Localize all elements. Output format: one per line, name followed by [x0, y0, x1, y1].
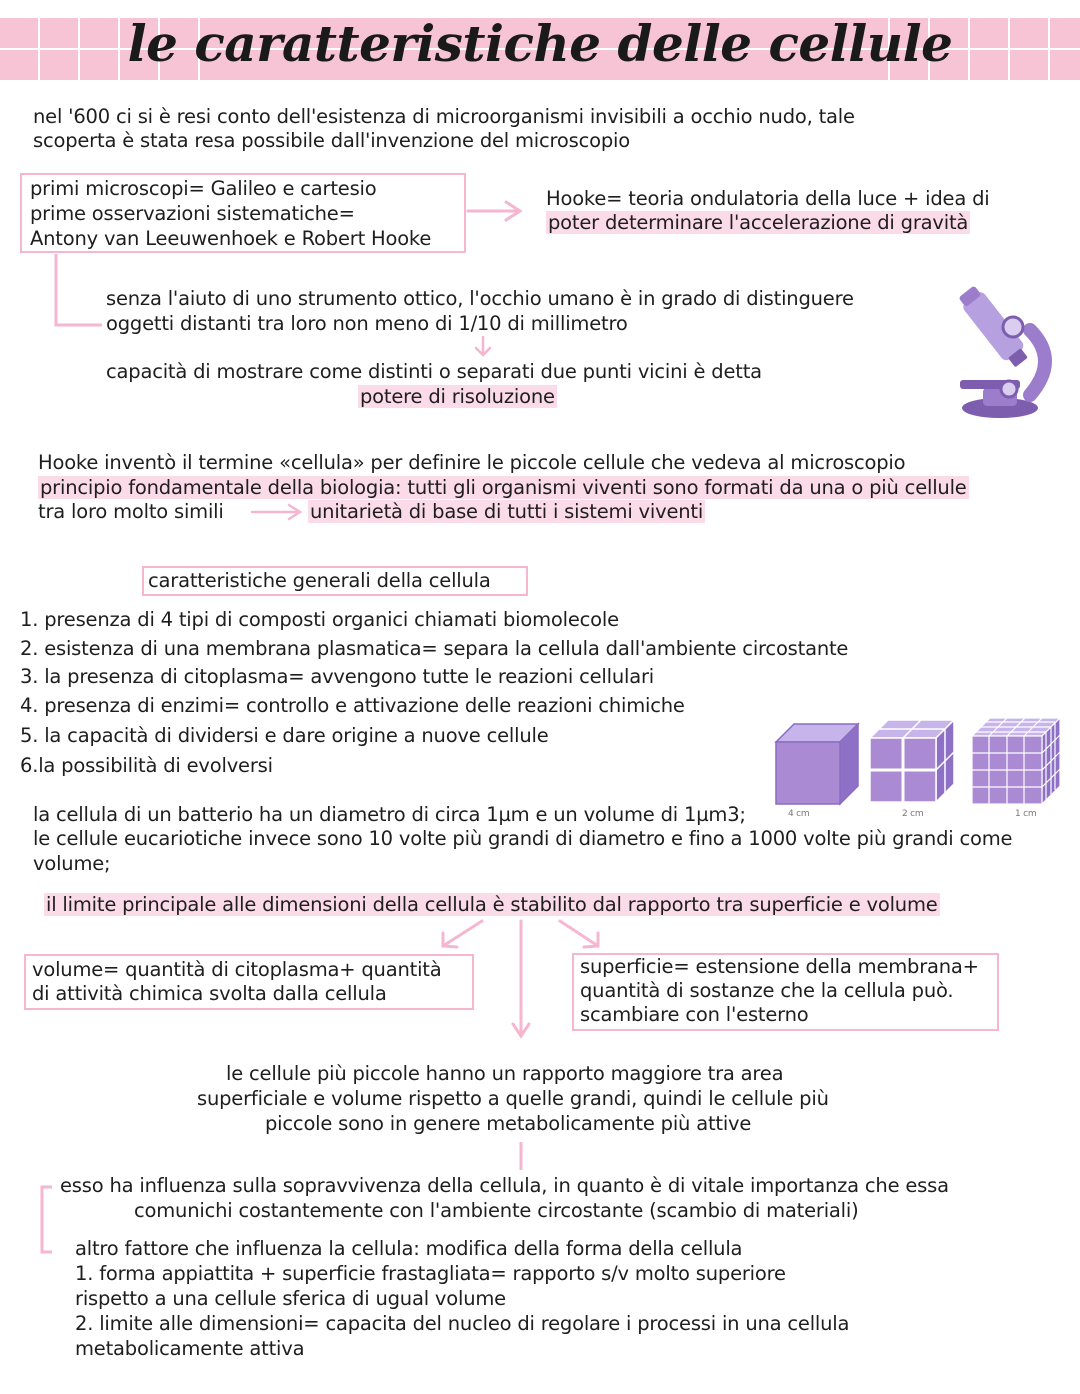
cube-label: 1 cm [1015, 809, 1037, 819]
box-line: primi microscopi= Galileo e cartesio [30, 177, 377, 200]
arrow-left-down-icon [443, 921, 482, 947]
other-line: 1. forma appiattita + superficie frastagliata= rapporto s/v molto superiore [75, 1262, 786, 1285]
cube-label: 4 cm [788, 809, 810, 819]
other-line: rispetto a una cellule sferica di ugual volume [75, 1287, 506, 1310]
intro-line: scoperta è stata resa possibile dall'invenzione del microscopio [33, 129, 631, 152]
volume-line: volume= quantità di citoplasma+ quantità [32, 958, 442, 981]
page-title: le caratteristiche delle cellule [127, 14, 953, 73]
surface-line: quantità di sostanze che la cellula può. [580, 979, 954, 1002]
intro-line: nel '600 ci si è resi conto dell'esistenza di microorganismi invisibili a occhio nudo, tale [33, 105, 855, 128]
box-line: prime osservazioni sistematiche= [30, 202, 355, 225]
cell-term-line: tra loro molto simili [38, 500, 224, 523]
arrow-right-icon [252, 505, 300, 519]
arrow-right-down-icon [560, 921, 598, 947]
size-line: volume; [33, 852, 111, 875]
size-line: le cellule eucariotiche invece sono 10 volte più grandi di diametro e fino a 1000 volte più grandi come [33, 827, 1013, 850]
arrow-down-icon [513, 921, 529, 1036]
cube-icon [972, 718, 1060, 804]
other-line: altro fattore che influenza la cellula: modifica della forma della cellula [75, 1237, 743, 1260]
size-line: la cellula di un batterio ha un diametro di circa 1µm e un volume di 1µm3; [33, 803, 746, 826]
small-cells-line: le cellule più piccole hanno un rapporto maggiore tra area [226, 1062, 784, 1085]
characteristic-item: 3. la presenza di citoplasma= avvengono tutte le reazioni cellulari [20, 665, 655, 688]
limit-line: il limite principale alle dimensioni della cellula è stabilito dal rapporto tra superficie e volume [46, 893, 938, 916]
eye-line: oggetti distanti tra loro non meno di 1/10 di millimetro [106, 312, 628, 335]
cube-icon [870, 720, 954, 802]
connector-line [56, 254, 102, 325]
resolution-line: capacità di mostrare come distinti o separati due punti vicini è detta [106, 360, 762, 383]
other-line: 2. limite alle dimensioni= capacita del nucleo di regolare i processi in una cellula [75, 1312, 850, 1335]
volume-line: di attività chimica svolta dalla cellula [32, 982, 387, 1005]
survival-line: comunichi costantemente con l'ambiente circostante (scambio di materiali) [134, 1199, 859, 1222]
characteristic-item: 2. esistenza di una membrana plasmatica= separa la cellula dall'ambiente circostante [20, 637, 849, 660]
survival-line: esso ha influenza sulla sopravvivenza della cellula, in quanto è di vitale importanza che essa [60, 1174, 949, 1197]
surface-line: scambiare con l'esterno [580, 1003, 809, 1026]
hooke-note-line: Hooke= teoria ondulatoria della luce + idea di [546, 187, 990, 210]
cell-term-line: principio fondamentale della biologia: tutti gli organismi viventi sono formati da una o più cellule [40, 476, 967, 499]
characteristic-item: 5. la capacità di dividersi e dare origine a nuove cellule [20, 724, 549, 747]
cube-label: 2 cm [902, 809, 924, 819]
general-heading: caratteristiche generali della cellula [148, 569, 491, 592]
resolution-term: potere di risoluzione [360, 385, 555, 408]
other-line: metabolicamente attiva [75, 1337, 305, 1360]
arrow-down-icon [476, 337, 490, 355]
characteristic-item: 1. presenza di 4 tipi di composti organici chiamati biomolecole [20, 608, 619, 631]
eye-line: senza l'aiuto di uno strumento ottico, l'occhio umano è in grado di distinguere [106, 287, 854, 310]
small-cells-line: superficiale e volume rispetto a quelle grandi, quindi le cellule più [197, 1087, 829, 1110]
cell-term-line: unitarietà di base di tutti i sistemi viventi [310, 500, 704, 523]
cell-term-line: Hooke inventò il termine «cellula» per definire le piccole cellule che vedeva al microscopio [38, 451, 906, 474]
box-line: Antony van Leeuwenhoek e Robert Hooke [30, 227, 432, 250]
arrow-right-icon [468, 202, 520, 220]
cube-icon [776, 724, 858, 804]
surface-line: superficie= estensione della membrana+ [580, 955, 979, 978]
hooke-note-line: poter determinare l'accelerazione di gravità [548, 211, 969, 234]
characteristic-item: 6.la possibilità di evolversi [20, 754, 273, 777]
small-cells-line: piccole sono in genere metabolicamente più attive [265, 1112, 752, 1135]
bracket-line [42, 1187, 52, 1252]
characteristic-item: 4. presenza di enzimi= controllo e attivazione delle reazioni chimiche [20, 694, 685, 717]
microscope-icon [956, 284, 1045, 418]
